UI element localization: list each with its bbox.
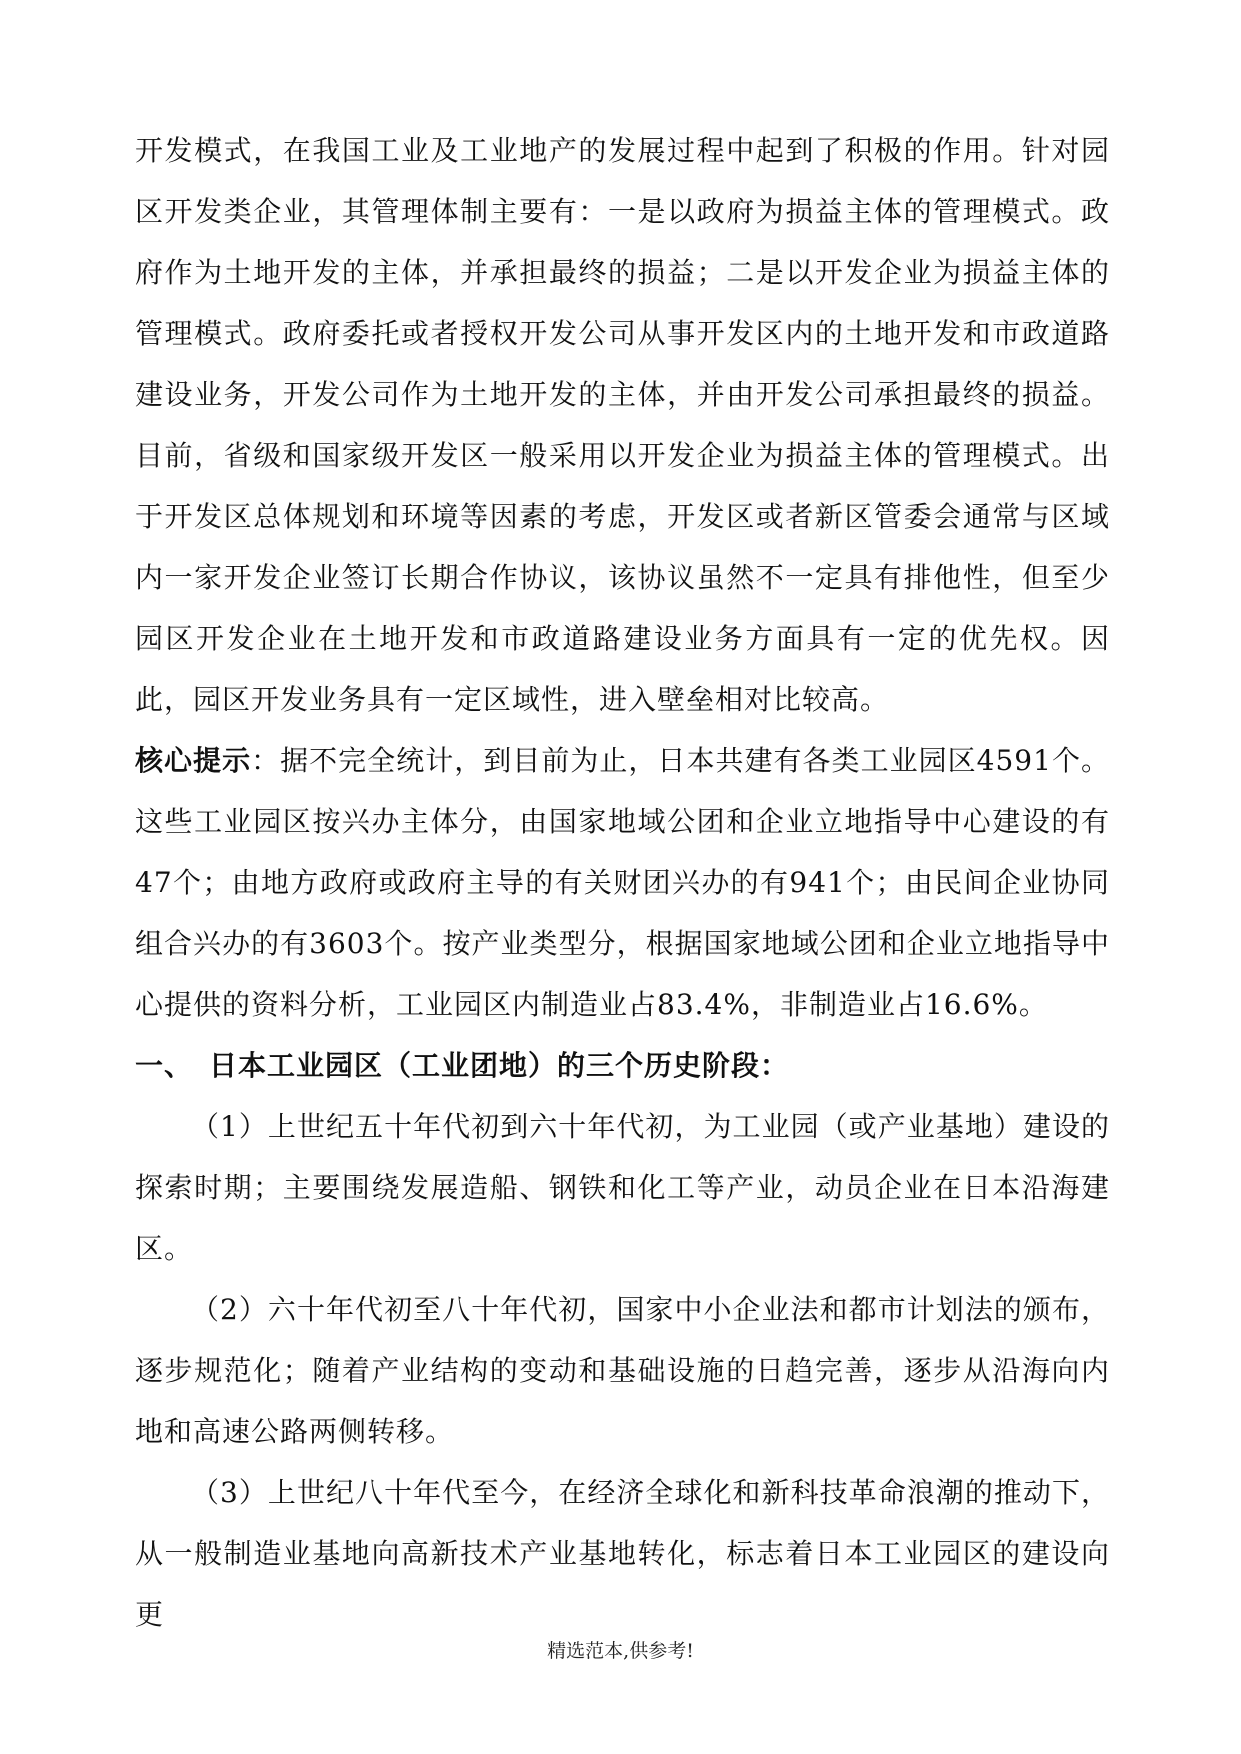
core-tip-text: ：据不完全统计，到目前为止，日本共建有各类工业园区4591个。这些工业园区按兴办主体分，由国家地域公团和企业立地指导中心建设的有47个；由地方政府或政府主导的有关财团兴办的有941个；由民间企业协同组合兴办的有3603个。按产业类型分，根据国家地域公团和企业立地指导中心提供的资料分析，工业园区内制造业占83.4%，非制造业占16.6%。 bbox=[135, 744, 1110, 1021]
document-body bbox=[135, 120, 1110, 1645]
stage-paragraph-3: （3）上世纪八十年代至今，在经济全球化和新科技革命浪潮的推动下，从一般制造业基地向高新技术产业基地转化，标志着日本工业园区的建设向更 bbox=[135, 1476, 1110, 1631]
section-title: 日本工业园区（工业团地）的三个历史阶段： bbox=[209, 1049, 790, 1082]
section-heading bbox=[135, 1035, 1110, 1096]
intro-paragraph: 开发模式，在我国工业及工业地产的发展过程中起到了积极的作用。针对园区开发类企业，其管理体制主要有：一是以政府为损益主体的管理模式。政府作为土地开发的主体，并承担最终的损益；二是以开发企业为损益主体的管理模式。政府委托或者授权开发公司从事开发区内的土地开发和市政道路建设业务，开发公司作为土地开发的主体，并由开发公司承担最终的损益。目前，省级和国家级开发区一般采用以开发企业为损益主体的管理模式。出于开发区总体规划和环境等因素的考虑，开发区或者新区管委会通常与区域内一家开发企业签订长期合作协议，该协议虽然不一定具有排他性，但至少园区开发企业在土地开发和市政道路建设业务方面具有一定的优先权。因此，园区开发业务具有一定区域性，进入壁垒相对比较高。 bbox=[135, 134, 1110, 716]
page-footer: 精选范本,供参考! bbox=[547, 1640, 694, 1662]
core-tip-label: 核心提示 bbox=[135, 744, 252, 777]
stage-paragraph-2: （2）六十年代初至八十年代初，国家中小企业法和都市计划法的颁布，逐步规范化；随着产业结构的变动和基础设施的日趋完善，逐步从沿海向内地和高速公路两侧转移。 bbox=[135, 1293, 1110, 1448]
section-number: 一、 bbox=[135, 1049, 194, 1082]
stage-paragraph-1: （1）上世纪五十年代初到六十年代初，为工业园（或产业基地）建设的探索时期；主要围绕发展造船、钢铁和化工等产业，动员企业在日本沿海建区。 bbox=[135, 1110, 1110, 1265]
core-tip-paragraph bbox=[135, 730, 1110, 1035]
